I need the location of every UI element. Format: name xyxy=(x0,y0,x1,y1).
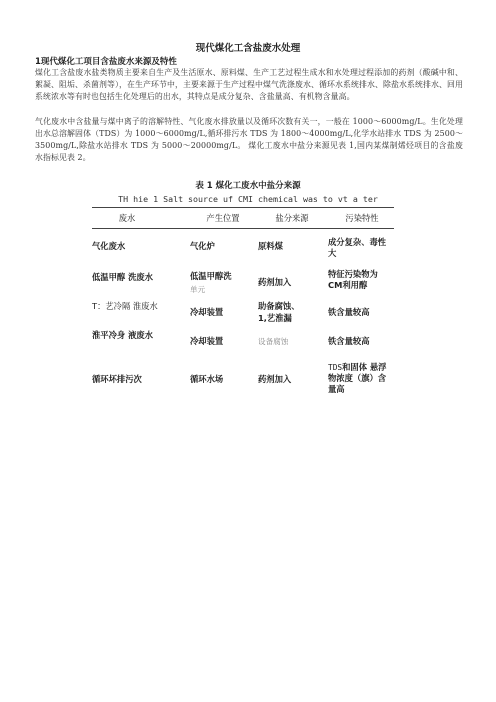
table-cell: 铁含量较高 xyxy=(328,336,370,346)
table-cell: 设备腐蚀 xyxy=(258,337,289,346)
table-cell: 助备腐蚀、 xyxy=(258,301,300,311)
table-caption: 表 1 煤化工废水中盐分来源 xyxy=(195,181,301,191)
table-cell: 低温甲醇洗 xyxy=(190,271,232,281)
table-header-location: 产生位置 xyxy=(206,213,240,223)
table-cell: 铁含量较高 xyxy=(328,307,370,317)
table-cell: 1,艺淮漏 xyxy=(258,313,292,323)
document-title: 现代煤化工含盐废水处理 xyxy=(195,43,301,54)
paragraph-1: 煤化工含盐废水盐类物质主要来自生产及生活原水、原料煤、生产工艺过程生成水和水处理过程添加的药剂（酸碱中和、絮凝、阻垢、杀菌剂等），在生产环节中，主要来源于生产过程中煤气洗涤废水、循环水系统排水、除盐水系统排水、回用系统浓水等有时也包括生化处理后的出水，其特点是成分复杂、含盐量高、有机物含量高。 xyxy=(35,68,463,101)
paragraph-2: 气化废水中含盐量与煤中离子的溶解特性、气化废水排放量以及循环次数有关一，一般在 1000〜6000mg/L。生化处理出水总溶解固体（TDS）为 1000〜6000mg/L,循环排污水 TDS 为 1800〜4000mg/L,化学水站排水 TDS 为 2500〜3500mg/L,除盐水站排水 TDS 为 5000〜20000mg/L。 煤化工废水中盐分来源见表 1,国内某煤制烯烃项目的含盐废水指标见表 2。 xyxy=(35,117,463,162)
table-cell: 药剂加入 xyxy=(258,374,292,384)
table-cell: 循环坏排污次 xyxy=(92,374,142,384)
table-cell: 淮平冷身 液废水 xyxy=(92,330,153,340)
table-cell: 原料煤 xyxy=(258,241,283,251)
table-header-pollution: 污染特性 xyxy=(345,213,379,223)
table-header-wastewater: 废水 xyxy=(118,213,136,223)
table-cell: 循环水场 xyxy=(190,374,224,384)
table-cell: 低温甲醇 洗废水 xyxy=(92,272,153,282)
table-cell: 冷却装置 xyxy=(190,307,224,317)
table-cell-tds-rest: 和固体 悬浮物浓度（旗）含量高 xyxy=(328,362,387,394)
table-cell: 冷却装置 xyxy=(190,336,224,346)
table-cell: T：艺冷隔 淮废水 xyxy=(92,301,158,311)
table-top-rule xyxy=(92,207,394,208)
table-cell: 气化炉 xyxy=(190,241,215,251)
table-header-salt-source: 盐分来源 xyxy=(275,213,309,223)
table-cell: 气化废水 xyxy=(92,241,126,251)
table-cell: 特征污染物为 CM利用醇 xyxy=(328,269,378,290)
table-cell-tds: TDS xyxy=(328,363,343,372)
table-cell: 成分复杂、毒性大 xyxy=(328,237,387,258)
table-cell: 单元 xyxy=(190,285,206,294)
table-cell xyxy=(328,362,394,395)
section-heading: 1现代煤化工项目含盐废水来源及特性 xyxy=(35,57,177,67)
table-header-rule xyxy=(92,228,394,229)
table-cell: 药剂加入 xyxy=(258,277,292,287)
table-subcaption: TH hie 1 Salt source uf CMI chemical was to vt a ter xyxy=(118,194,378,204)
